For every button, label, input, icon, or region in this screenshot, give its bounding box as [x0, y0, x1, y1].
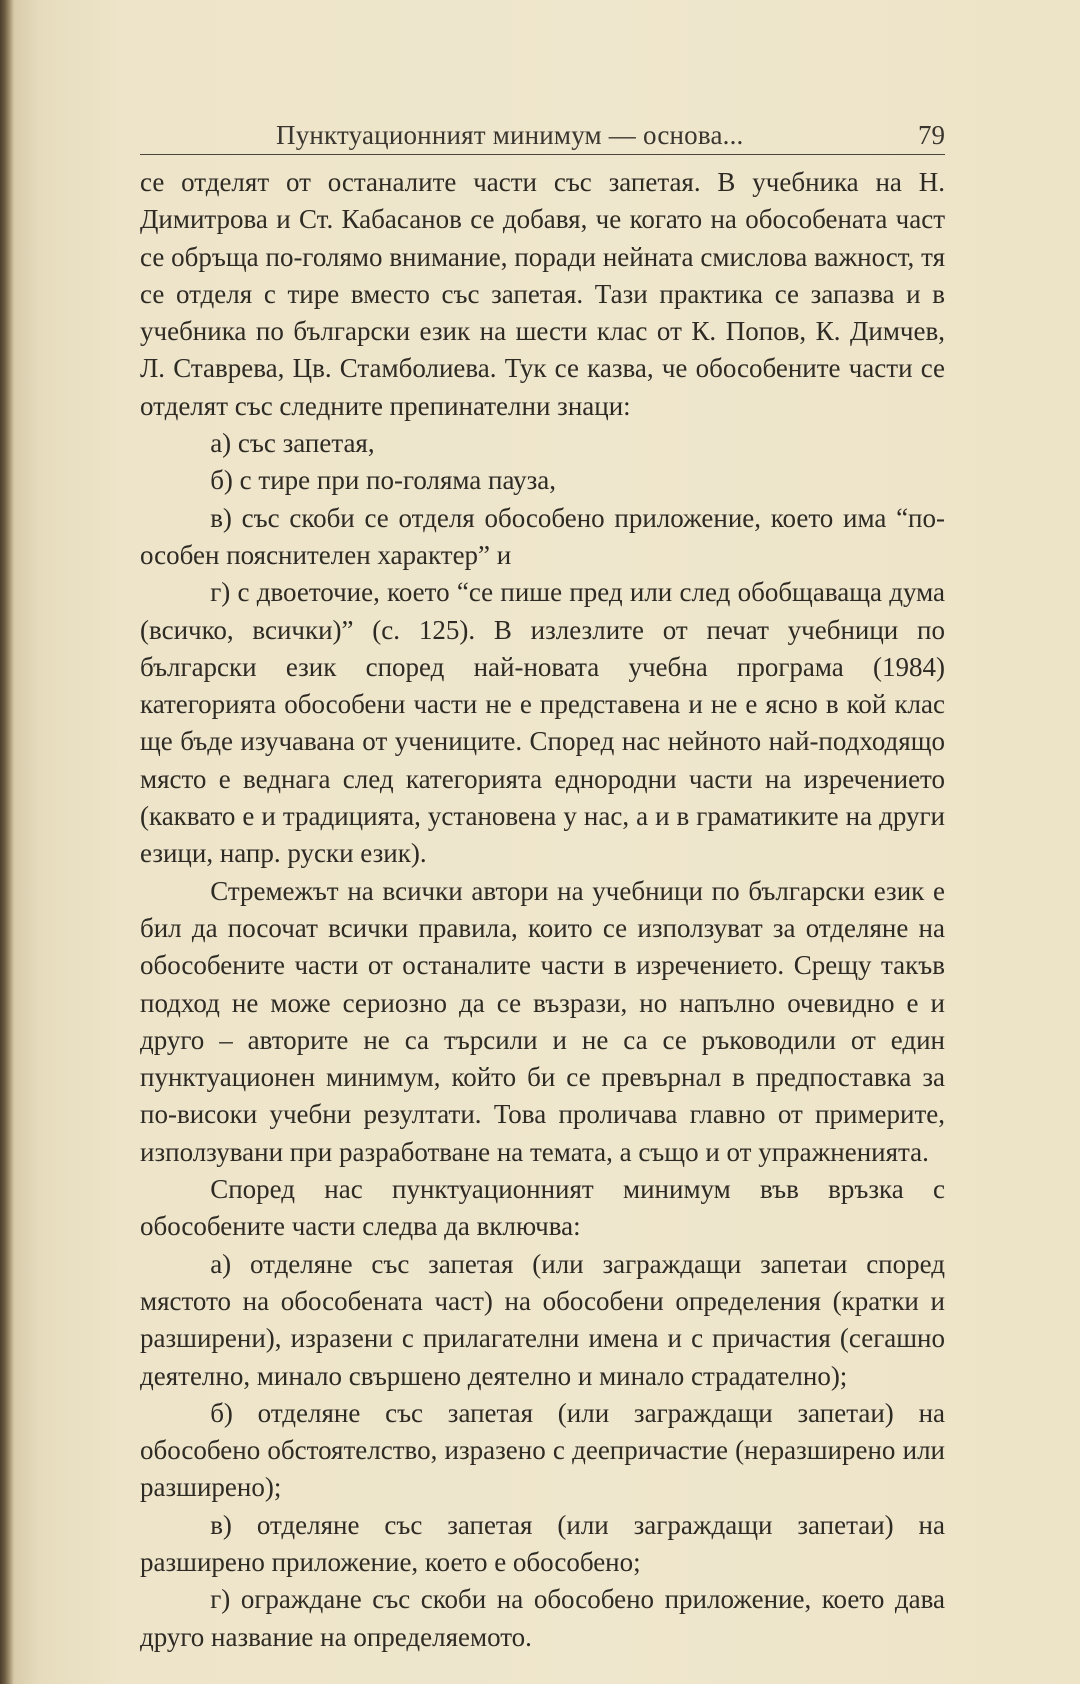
list-item-a: а) със запетая,	[210, 428, 375, 459]
book-binding-edge	[0, 0, 14, 1684]
list-item-b: б) с тире при по-голяма пауза,	[210, 465, 557, 496]
minimum-item-g: г) ограждане със скоби на обособено приложение, което дава друго название на определяемото.	[140, 1584, 945, 1652]
paragraph: Стремежът на всички автори на учебници по български език е бил да посочат всички правила, които се използуват за отделяне на обособените части от останалите части в изречението. Срещу такъв подход не може сериозно да се възрази, но напълно очевидно е и друго – авторите не са търсили и не са се ръководили от един пунктуационен минимум, който би се превърнал в предпоставка за по-високи учебни резултати. Това проличава главно от примерите, използувани при разработване на темата, а също и от упражненията.	[140, 875, 945, 1167]
minimum-item-v: в) отделяне със запетая (или заграждащи запетаи) на разширено приложение, което е обособено;	[140, 1509, 945, 1577]
page-header	[140, 118, 945, 155]
paragraph: Според нас пунктуационният минимум във връзка с обособените части следва да включва:	[140, 1174, 945, 1242]
paragraph-continuation: се отделят от останалите части със запетая. В учебника на Н. Димитрова и Ст. Кабасанов се добавя, че когато на обособената част се обръща по-голямо внимание, поради нейната смислова важност, тя се отделя с тире вместо със запетая. Тази практика се запазва и в учебника по български език на шести клас от К. Попов, К. Димчев, Л. Ставрева, Цв. Стамболиева. Тук се казва, че обособените части се отделят със следните препинателни знаци:	[140, 167, 945, 421]
minimum-item-a: а) отделяне със запетая (или заграждащи запетаи според мястото на обособената част) на обособени определения (кратки и разширени), изразени с прилагателни имена и с причастия (сегашно деятелно, минало свършено деятелно и минало страдателно);	[140, 1248, 945, 1391]
page-body	[140, 164, 945, 1656]
minimum-item-b: б) отделяне със запетая (или заграждащи запетаи) на обособено обстоятелство, изразено с деепричастие (неразширено или разширено);	[140, 1397, 945, 1503]
list-item-v: в) със скоби се отделя обособено приложение, което има “по-особен пояснителен характер” и	[140, 502, 945, 570]
list-item-g: г) с двоеточие, което “се пише пред или след обобщаваща дума (всичко, всички)” (с. 125). В излезлите от печат учебници по български език според най-новата учебна програма (1984) категорията обособени части не е представена и не е ясно в кой клас ще бъде изучавана от учениците. Според нас нейното най-подходящо място е веднага след категорията еднородни части на изречението (каквато е и традицията, установена у нас, а и в граматиките на други езици, напр. руски език).	[140, 577, 945, 869]
running-title: Пунктуационният минимум — основа...	[276, 120, 744, 150]
page-number: 79	[918, 120, 945, 150]
